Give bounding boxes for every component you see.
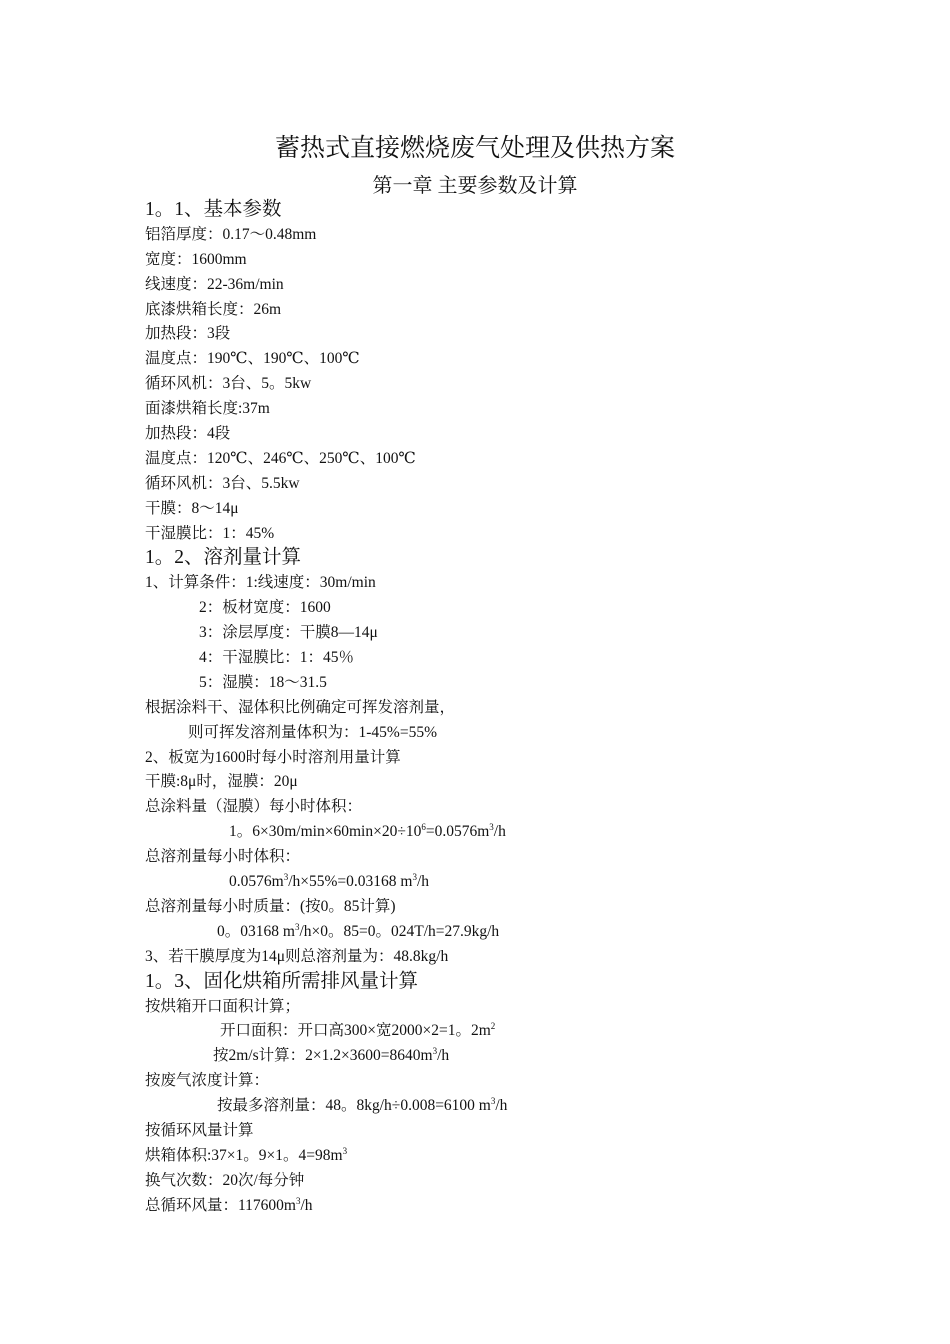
solvent-volume-formula: $0.0576m^3/h\times 55\%=0.03168$ $m^3/h$ [229, 872, 430, 891]
condition-line: 2：板材宽度：1600 [199, 599, 331, 617]
circulation-label: 按循环风量计算 [145, 1121, 254, 1139]
section-heading-exhaust-calc: 1。3、固化烘箱所需排风量计算 [145, 970, 419, 992]
opening-area-formula: 开口面积：开口高300×宽2000×2=1。$2m^2$ [220, 1021, 496, 1040]
calc-title-line: 2、板宽为1600时每小时溶剂用量计算 [145, 748, 401, 766]
coat-label: 总涂料量（湿膜）每小时体积： [145, 798, 363, 816]
param-line: 铝箔厚度：0.17～0.48mm [145, 225, 317, 243]
condition-line: 1、计算条件：1:线速度：30m/min [145, 574, 376, 592]
document-title: 蓄热式直接燃烧废气处理及供热方案 [274, 135, 675, 162]
param-line: 温度点：120℃、246℃、250℃、100℃ [145, 449, 416, 467]
param-line: 干湿膜比：1：45% [145, 524, 275, 542]
solvent-mass-formula: 0。03168 $m^3/h\times 0$。85=0。024T/h=27.9kg/h [217, 921, 500, 940]
solvent-volume-label: 总溶剂量每小时体积： [145, 848, 301, 866]
chapter-title: 第一章 主要参数及计算 [372, 175, 578, 197]
param-line: 面漆烘箱长度:37m [145, 400, 270, 418]
total-circulation-line: 总循环风量：$117600m^3/h$ [145, 1195, 313, 1214]
condition-line: 3：涂层厚度：干膜8—14μ [199, 624, 378, 642]
param-line: 加热段：3段 [145, 325, 231, 343]
section-heading-basic-params: 1。1、基本参数 [145, 199, 282, 220]
film-line: 干膜:8μ时，湿膜：20μ [145, 773, 298, 791]
param-line: 加热段：4段 [145, 425, 231, 443]
basis-line: 根据涂料干、湿体积比例确定可挥发溶剂量， [145, 698, 456, 716]
air-change-line: 换气次数：20次/每分钟 [145, 1171, 305, 1189]
condition-line: 4：干湿膜比：1：45％ [199, 649, 355, 667]
param-line: 温度点：190℃、190℃、100℃ [145, 350, 360, 368]
solvent-mass-label: 总溶剂量每小时质量：(按0。85计算) [145, 897, 396, 915]
coat-formula: 1。$6\times 30m/\min\times 60\min\times 20\div 10^6=0.0576m^3/h$ [229, 822, 506, 841]
condition-line: 5：湿膜：18～31.5 [199, 673, 327, 691]
param-line: 循环风机：3台、5.5kw [145, 474, 300, 492]
param-line: 线速度：22-36m/min [145, 275, 284, 293]
max-solvent-formula: 按最多溶剂量：48。8kg/h÷0.008=6100 $m^3/h$ [217, 1096, 508, 1115]
concentration-label: 按废气浓度计算： [145, 1072, 270, 1090]
opening-label: 按烘箱开口面积计算； [145, 997, 301, 1015]
volatile-line: 则可挥发溶剂量体积为：1-45%=55% [188, 723, 437, 741]
param-line: 干膜：8～14μ [145, 499, 239, 517]
document-body [145, 198, 865, 1219]
section-heading-solvent-calc: 1。2、溶剂量计算 [145, 547, 302, 569]
param-line: 循环风机：3台、5。5kw [145, 375, 312, 393]
speed-formula: 按2m/s计算：$2\times 1.2\times 3600=8640m^3/h$ [213, 1046, 450, 1065]
oven-volume-line: 烘箱体积:37×1。9×1。$4=98m^3$ [145, 1145, 348, 1164]
param-line: 底漆烘箱长度：26m [145, 300, 282, 318]
param-line: 宽度：1600mm [145, 250, 247, 268]
max-solvent-line: 3、若干膜厚度为14μ则总溶剂量为：48.8kg/h [145, 947, 449, 965]
